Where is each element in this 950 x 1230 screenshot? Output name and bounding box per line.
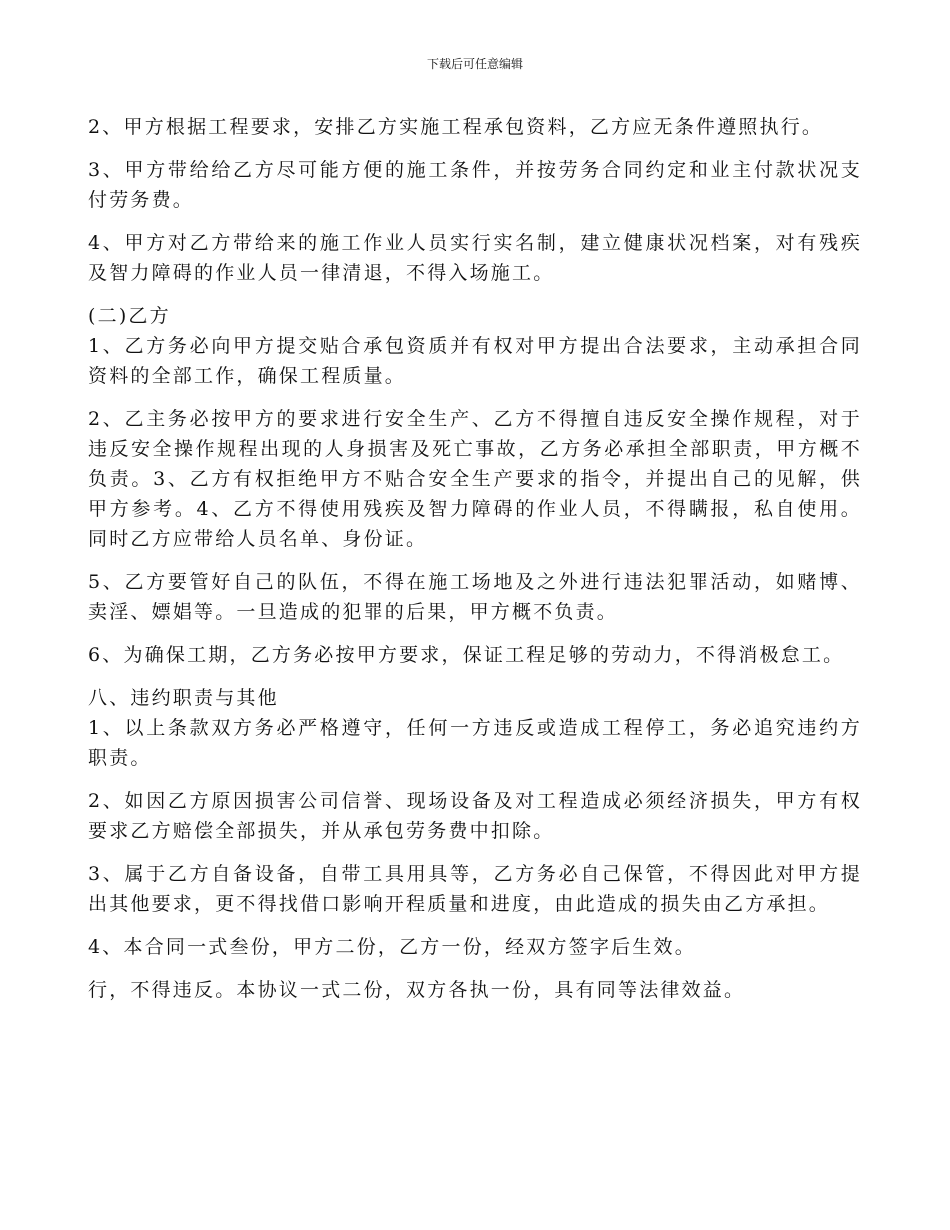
paragraph-5: 2、乙主务必按甲方的要求进行安全生产、乙方不得擅自违反安全操作规程，对于违反安全操作规程出现的人身损害及死亡事故，乙方务必承担全部职责，甲方概不负责。3、乙方有权拒绝甲方不贴合安全生产要求的指令，并提出自己的见解，供甲方参考。4、乙方不得使用残疾及智力障碍的作业人员，不得瞒报，私自使用。同时乙方应带给人员名单、身份证。	[88, 408, 862, 550]
paragraph-9: 2、如因乙方原因损害公司信誉、现场设备及对工程造成必须经济损失，甲方有权要求乙方赔偿全部损失，并从承包劳务费中扣除。	[88, 790, 862, 842]
paragraph-6: 5、乙方要管好自己的队伍，不得在施工场地及之外进行违法犯罪活动，如赌博、卖淫、嫖娼等。一旦造成的犯罪的后果，甲方概不负责。	[88, 571, 862, 623]
document-body	[88, 112, 862, 1005]
paragraph-4: 1、乙方务必向甲方提交贴合承包资质并有权对甲方提出合法要求，主动承担合同资料的全部工作，确保工程质量。	[88, 335, 862, 387]
section-heading-breach: 八、违约职责与其他	[88, 687, 279, 709]
paragraph-10: 3、属于乙方自备设备，自带工具用具等，乙方务必自己保管，不得因此对甲方提出其他要求，更不得找借口影响开程质量和进度，由此造成的损失由乙方承担。	[88, 863, 862, 915]
paragraph-11: 4、本合同一式叁份，甲方二份，乙方一份，经双方签字后生效。	[88, 936, 696, 958]
paragraph-12: 行，不得违反。本协议一式二份，双方各执一份，具有同等法律效益。	[88, 979, 746, 1001]
paragraph-2: 3、甲方带给给乙方尽可能方便的施工条件，并按劳务合同约定和业主付款状况支付劳务费。	[88, 159, 862, 211]
paragraph-3: 4、甲方对乙方带给来的施工作业人员实行实名制，建立健康状况档案，对有残疾及智力障碍的作业人员一律清退，不得入场施工。	[88, 232, 862, 284]
page-header: 下载后可任意编辑	[426, 57, 523, 71]
paragraph-1: 2、甲方根据工程要求，安排乙方实施工程承包资料，乙方应无条件遵照执行。	[88, 116, 824, 138]
section-heading-yifang: (二)乙方	[88, 305, 171, 327]
paragraph-7: 6、为确保工期，乙方务必按甲方要求，保证工程足够的劳动力，不得消极怠工。	[88, 644, 845, 666]
paragraph-8: 1、以上条款双方务必严格遵守，任何一方违反或造成工程停工，务必追究违约方职责。	[88, 717, 862, 769]
